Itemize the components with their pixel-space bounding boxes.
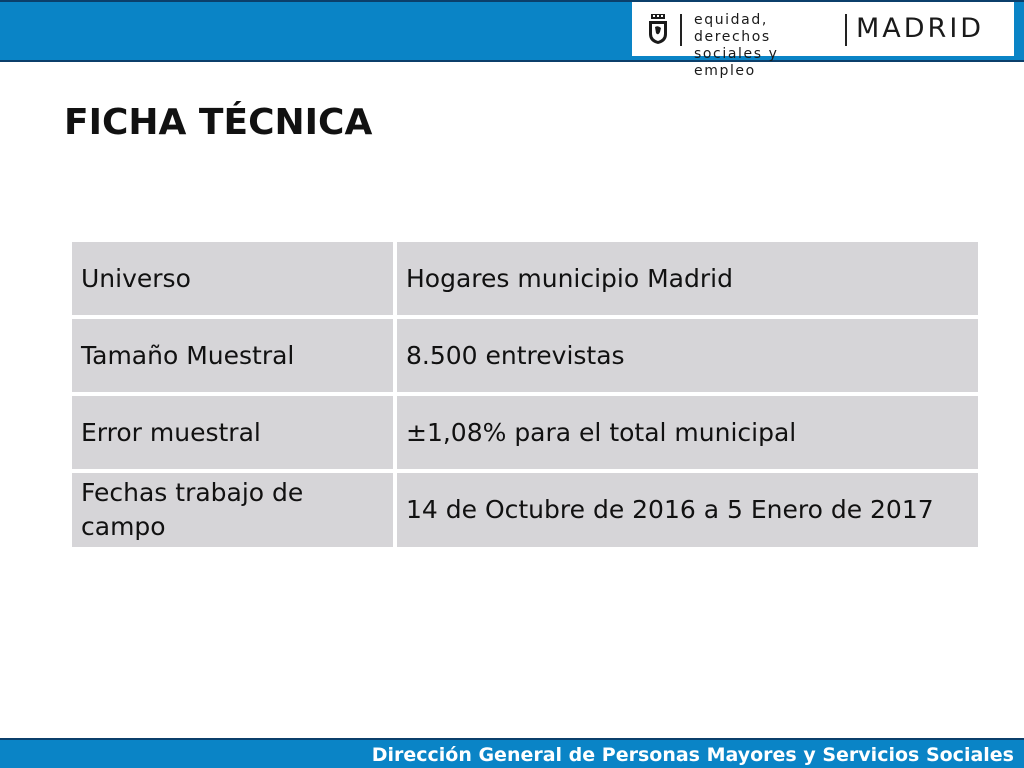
footer-bar	[0, 738, 1024, 768]
row-value: 8.500 entrevistas	[397, 319, 978, 392]
table-row	[72, 242, 978, 315]
brand-department-line2: sociales y empleo	[694, 46, 779, 79]
table-row	[72, 319, 978, 392]
row-label: Error muestral	[72, 396, 393, 469]
footer-text: Dirección General de Personas Mayores y Servicios Sociales	[371, 744, 1014, 766]
row-value: Hogares municipio Madrid	[397, 242, 978, 315]
brand-divider	[680, 14, 682, 46]
row-label: Tamaño Muestral	[72, 319, 393, 392]
brand-department	[694, 12, 844, 80]
table-row	[72, 473, 978, 547]
row-label: Universo	[72, 242, 393, 315]
spec-table	[68, 238, 982, 551]
row-value: 14 de Octubre de 2016 a 5 Enero de 2017	[397, 473, 978, 547]
brand-name: MADRID	[856, 13, 985, 44]
page-title: FICHA TÉCNICA	[64, 102, 373, 143]
madrid-coat-of-arms-icon	[648, 14, 668, 44]
brand-department-line1: equidad, derechos	[694, 12, 771, 45]
brand-divider	[845, 14, 847, 46]
table-row	[72, 396, 978, 469]
row-label: Fechas trabajo de campo	[72, 473, 393, 547]
row-value: ±1,08% para el total municipal	[397, 396, 978, 469]
